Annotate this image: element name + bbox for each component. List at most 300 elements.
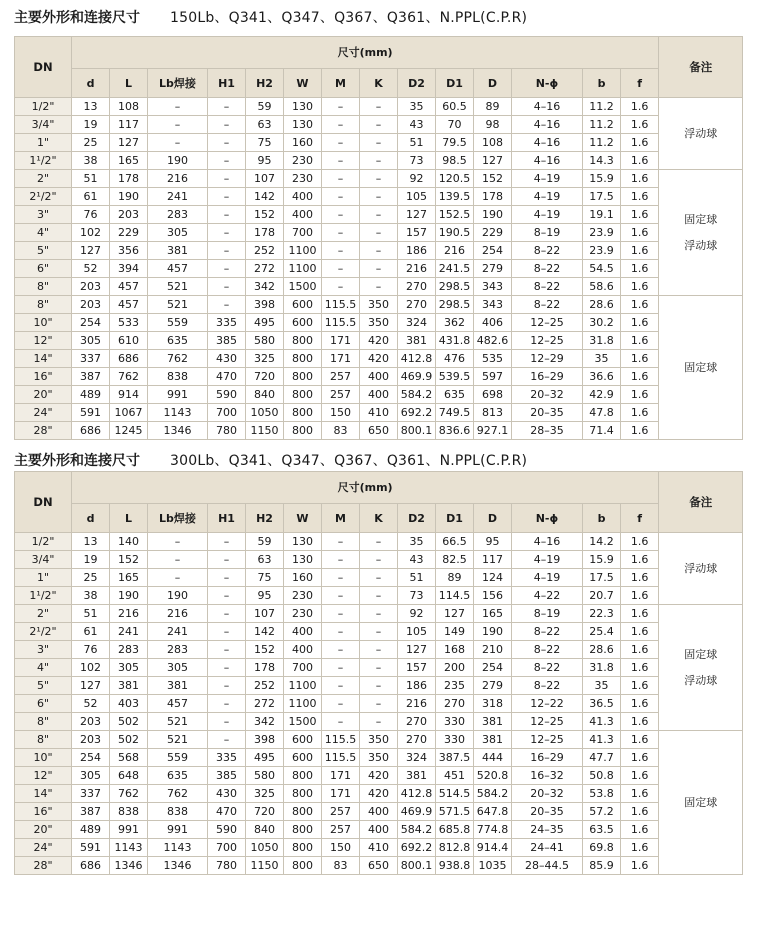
table-cell: 1.6 [621,242,659,260]
table-cell: 1.6 [621,695,659,713]
table-cell: 1.6 [621,260,659,278]
column-header: L [110,504,148,533]
remark-cell [659,533,743,605]
table-cell: 457 [110,278,148,296]
table-cell: 342 [246,278,284,296]
table-cell: 800 [284,422,322,440]
table-cell: 115.5 [322,749,360,767]
table-cell: 41.3 [583,713,621,731]
table-cell: 305 [72,332,110,350]
table-cell: 54.5 [583,260,621,278]
table-cell: – [208,116,246,134]
table-cell: 650 [360,857,398,875]
table-row [15,404,743,422]
table-cell: 23.9 [583,242,621,260]
dimensions-header: 尺寸(mm) [72,472,659,504]
table-cell: 216 [148,605,208,623]
table-row [15,242,743,260]
table-cell: 800 [284,368,322,386]
table-cell: 400 [360,803,398,821]
table-cell: 165 [474,605,512,623]
table-cell: 635 [436,386,474,404]
table-row [15,713,743,731]
table-cell: 130 [284,533,322,551]
dn-cell: 6" [15,260,72,278]
table-cell: 318 [474,695,512,713]
remarks-header: 备注 [659,37,743,98]
dn-cell: 1¹/2" [15,152,72,170]
table-cell: 28–35 [512,422,583,440]
table-row [15,332,743,350]
table-cell: 130 [284,551,322,569]
table-cell: 127 [436,605,474,623]
table-cell: 1100 [284,695,322,713]
table-cell: 47.8 [583,404,621,422]
table-cell: 89 [436,569,474,587]
table-cell: 105 [398,623,436,641]
table-cell: 8–22 [512,659,583,677]
remark-text: 浮动球 [684,238,718,252]
table-cell: 800 [284,839,322,857]
table-cell: 108 [110,98,148,116]
table-cell: – [208,605,246,623]
table-cell: 8–22 [512,641,583,659]
table-cell: 800 [284,803,322,821]
table-cell: 476 [436,350,474,368]
table-cell: 700 [208,404,246,422]
table-row [15,152,743,170]
table-cell: 63.5 [583,821,621,839]
remark-cell [659,731,743,875]
table-cell: – [322,206,360,224]
table-cell: 410 [360,839,398,857]
table-cell: – [208,713,246,731]
table-cell: 230 [284,170,322,188]
table-cell: – [360,260,398,278]
table-cell: – [208,152,246,170]
dn-cell: 6" [15,695,72,713]
table-cell: 584.2 [474,785,512,803]
column-header: Lb焊接 [148,69,208,98]
table-cell: 16–32 [512,767,583,785]
table-cell: 1.6 [621,731,659,749]
table-cell: 257 [322,386,360,404]
column-header: M [322,69,360,98]
table-cell: 385 [208,332,246,350]
table-cell: 11.2 [583,98,621,116]
table-row [15,224,743,242]
table-cell: – [360,134,398,152]
table-row [15,839,743,857]
table-cell: 1.6 [621,134,659,152]
table-row [15,695,743,713]
table-cell: 1.6 [621,641,659,659]
table-cell: 257 [322,821,360,839]
table-cell: 568 [110,749,148,767]
spec-table-300lb [14,471,743,875]
table-cell: 813 [474,404,512,422]
table-cell: 160 [284,134,322,152]
table-cell: 216 [398,695,436,713]
table-row [15,98,743,116]
remark-text: 浮动球 [684,561,718,575]
table-cell: 762 [148,785,208,803]
table-row [15,569,743,587]
table-cell: 4–19 [512,170,583,188]
table-cell: 1.6 [621,422,659,440]
table-cell: 780 [208,857,246,875]
table-cell: 178 [110,170,148,188]
table-cell: 1.6 [621,821,659,839]
table-cell: 61 [72,623,110,641]
table-cell: 200 [436,659,474,677]
table-cell: – [322,641,360,659]
table-cell: – [322,116,360,134]
table-cell: 410 [360,404,398,422]
table-cell: 385 [208,767,246,785]
table-cell: 190 [148,587,208,605]
table-cell: 171 [322,785,360,803]
table-cell: 17.5 [583,569,621,587]
table-cell: 700 [208,839,246,857]
table-cell: 52 [72,695,110,713]
table-cell: 324 [398,314,436,332]
dn-cell: 1" [15,569,72,587]
table-cell: – [360,533,398,551]
dn-cell: 3" [15,206,72,224]
table-cell: – [208,659,246,677]
table-cell: 420 [360,785,398,803]
table-cell: 381 [148,242,208,260]
table-cell: – [360,242,398,260]
table-cell: 28.6 [583,296,621,314]
table-cell: 270 [398,731,436,749]
table-cell: – [148,134,208,152]
table-cell: 43 [398,551,436,569]
table-cell: 838 [148,368,208,386]
table-cell: 59 [246,533,284,551]
table-cell: 230 [284,587,322,605]
table-cell: 57.2 [583,803,621,821]
table-cell: – [360,188,398,206]
table-cell: 337 [72,785,110,803]
table-cell: 520.8 [474,767,512,785]
dn-cell: 4" [15,224,72,242]
section-title-row [0,449,760,471]
table-cell: 130 [284,98,322,116]
table-cell: – [208,551,246,569]
table-row [15,170,743,188]
remark-text: 固定球 [684,360,718,374]
table-cell: 840 [246,386,284,404]
table-cell: 343 [474,278,512,296]
table-cell: 203 [72,731,110,749]
table-cell: 800.1 [398,422,436,440]
table-row [15,551,743,569]
table-cell: 142 [246,623,284,641]
table-cell: 800 [284,821,322,839]
table-cell: 35 [398,98,436,116]
table-row [15,731,743,749]
table-cell: 1.6 [621,368,659,386]
table-cell: 190 [474,623,512,641]
table-cell: 343 [474,296,512,314]
table-row [15,821,743,839]
remark-text: 固定球 [684,795,718,809]
table-cell: 127 [474,152,512,170]
table-cell: 23.9 [583,224,621,242]
table-cell: 412.8 [398,785,436,803]
table-cell: 600 [284,731,322,749]
table-cell: 381 [398,332,436,350]
table-cell: 165 [110,569,148,587]
dn-cell: 20" [15,821,72,839]
table-cell: 272 [246,260,284,278]
table-cell: 356 [110,242,148,260]
table-cell: 85.9 [583,857,621,875]
table-cell: 190.5 [436,224,474,242]
table-cell: – [360,116,398,134]
dn-cell: 8" [15,731,72,749]
table-cell: 324 [398,749,436,767]
table-cell: 337 [72,350,110,368]
table-cell: 762 [110,785,148,803]
table-cell: 95 [246,152,284,170]
dn-cell: 10" [15,314,72,332]
table-cell: 20–32 [512,785,583,803]
table-cell: 584.2 [398,386,436,404]
table-cell: 20.7 [583,587,621,605]
table-cell: 70 [436,116,474,134]
table-cell: – [148,98,208,116]
table-cell: 686 [110,350,148,368]
column-header: f [621,504,659,533]
table-cell: 1.6 [621,404,659,422]
table-cell: 635 [148,767,208,785]
table-cell: 335 [208,749,246,767]
table-cell: 1100 [284,260,322,278]
table-cell: 1.6 [621,98,659,116]
table-cell: 127 [398,641,436,659]
table-cell: 342 [246,713,284,731]
table-cell: 171 [322,767,360,785]
column-header: d [72,69,110,98]
table-cell: 591 [72,839,110,857]
table-row [15,767,743,785]
table-cell: 430 [208,350,246,368]
table-row [15,641,743,659]
table-cell: – [208,206,246,224]
table-cell: 1.6 [621,839,659,857]
table-cell: 330 [436,731,474,749]
column-header: N-ϕ [512,69,583,98]
table-cell: – [322,677,360,695]
table-cell: – [322,98,360,116]
table-cell: 692.2 [398,839,436,857]
table-cell: – [322,242,360,260]
table-cell: 400 [360,386,398,404]
table-cell: 398 [246,296,284,314]
table-cell: 780 [208,422,246,440]
table-cell: – [322,260,360,278]
table-row [15,587,743,605]
table-cell: 1.6 [621,116,659,134]
table-cell: 8–22 [512,278,583,296]
dn-cell: 3/4" [15,551,72,569]
table-cell: 130 [284,116,322,134]
table-cell: 591 [72,404,110,422]
table-cell: 4–19 [512,551,583,569]
table-cell: 252 [246,677,284,695]
table-cell: 53.8 [583,785,621,803]
dn-cell: 5" [15,677,72,695]
table-cell: 254 [72,314,110,332]
table-cell: 1346 [148,857,208,875]
dn-cell: 1¹/2" [15,587,72,605]
table-cell: 157 [398,659,436,677]
table-cell: 1.6 [621,170,659,188]
table-cell: 270 [398,296,436,314]
table-cell: 139.5 [436,188,474,206]
column-header: D1 [436,69,474,98]
table-cell: 470 [208,368,246,386]
table-cell: 1143 [148,839,208,857]
table-cell: – [322,623,360,641]
table-cell: 25 [72,134,110,152]
table-cell: 203 [72,713,110,731]
section-subtitle: 300Lb、Q341、Q347、Q367、Q361、N.PPL(C.P.R) [170,453,528,469]
table-cell: – [360,605,398,623]
table-cell: 283 [148,206,208,224]
column-header: W [284,504,322,533]
dn-cell: 10" [15,749,72,767]
table-cell: 270 [436,695,474,713]
table-cell: 495 [246,314,284,332]
table-cell: 305 [148,224,208,242]
table-cell: 127 [72,677,110,695]
column-header: H1 [208,69,246,98]
table-cell: 597 [474,368,512,386]
table-cell: – [360,551,398,569]
table-cell: 521 [148,713,208,731]
table-cell: 692.2 [398,404,436,422]
table-cell: 938.8 [436,857,474,875]
table-cell: 991 [148,821,208,839]
dn-header: DN [15,472,72,533]
table-cell: 650 [360,422,398,440]
table-cell: 156 [474,587,512,605]
table-cell: 171 [322,332,360,350]
table-cell: 1.6 [621,803,659,821]
remark-text: 浮动球 [684,673,718,687]
table-cell: 991 [110,821,148,839]
table-cell: 420 [360,332,398,350]
table-cell: 836.6 [436,422,474,440]
table-cell: 1.6 [621,623,659,641]
table-cell: 387 [72,803,110,821]
table-cell: 69.8 [583,839,621,857]
dn-cell: 24" [15,839,72,857]
column-header: W [284,69,322,98]
table-cell: – [148,569,208,587]
table-cell: 168 [436,641,474,659]
table-cell: 1.6 [621,278,659,296]
table-cell: 95 [246,587,284,605]
table-cell: – [322,224,360,242]
table-cell: 420 [360,350,398,368]
section-title: 主要外形和连接尺寸 [14,10,140,26]
table-cell: 298.5 [436,278,474,296]
table-cell: 279 [474,677,512,695]
table-cell: 800 [284,767,322,785]
table-cell: 400 [284,206,322,224]
table-cell: 8–22 [512,260,583,278]
table-cell: 451 [436,767,474,785]
table-cell: 8–22 [512,296,583,314]
table-cell: 92 [398,605,436,623]
table-cell: 362 [436,314,474,332]
table-cell: 1100 [284,677,322,695]
remark-text: 固定球 [684,647,718,661]
table-cell: 115.5 [322,731,360,749]
table-row [15,188,743,206]
table-cell: 124 [474,569,512,587]
table-cell: – [360,98,398,116]
table-cell: 535 [474,350,512,368]
table-cell: 1.6 [621,785,659,803]
table-cell: 115.5 [322,314,360,332]
table-cell: 387.5 [436,749,474,767]
table-cell: 4–16 [512,98,583,116]
table-cell: 4–16 [512,152,583,170]
table-cell: 270 [398,278,436,296]
table-cell: 19 [72,551,110,569]
table-cell: 1035 [474,857,512,875]
remark-cell [659,170,743,296]
table-cell: 8–22 [512,623,583,641]
table-cell: 590 [208,386,246,404]
table-cell: 350 [360,296,398,314]
table-cell: 17.5 [583,188,621,206]
table-row [15,677,743,695]
table-cell: 305 [72,767,110,785]
table-cell: – [322,188,360,206]
table-cell: 190 [110,587,148,605]
table-cell: 648 [110,767,148,785]
table-cell: 1.6 [621,188,659,206]
table-cell: 381 [474,731,512,749]
remarks-header: 备注 [659,472,743,533]
table-cell: 600 [284,749,322,767]
column-header: K [360,69,398,98]
table-cell: 35 [583,677,621,695]
table-cell: 8–22 [512,242,583,260]
table-row [15,116,743,134]
table-row [15,533,743,551]
table-cell: 600 [284,314,322,332]
remark-text: 固定球 [684,212,718,226]
table-cell: – [360,659,398,677]
table-cell: 8–19 [512,224,583,242]
table-cell: 82.5 [436,551,474,569]
table-cell: 590 [208,821,246,839]
table-row [15,314,743,332]
table-cell: – [322,713,360,731]
table-cell: – [148,551,208,569]
table-cell: 38 [72,152,110,170]
table-cell: 584.2 [398,821,436,839]
table-cell: 47.7 [583,749,621,767]
